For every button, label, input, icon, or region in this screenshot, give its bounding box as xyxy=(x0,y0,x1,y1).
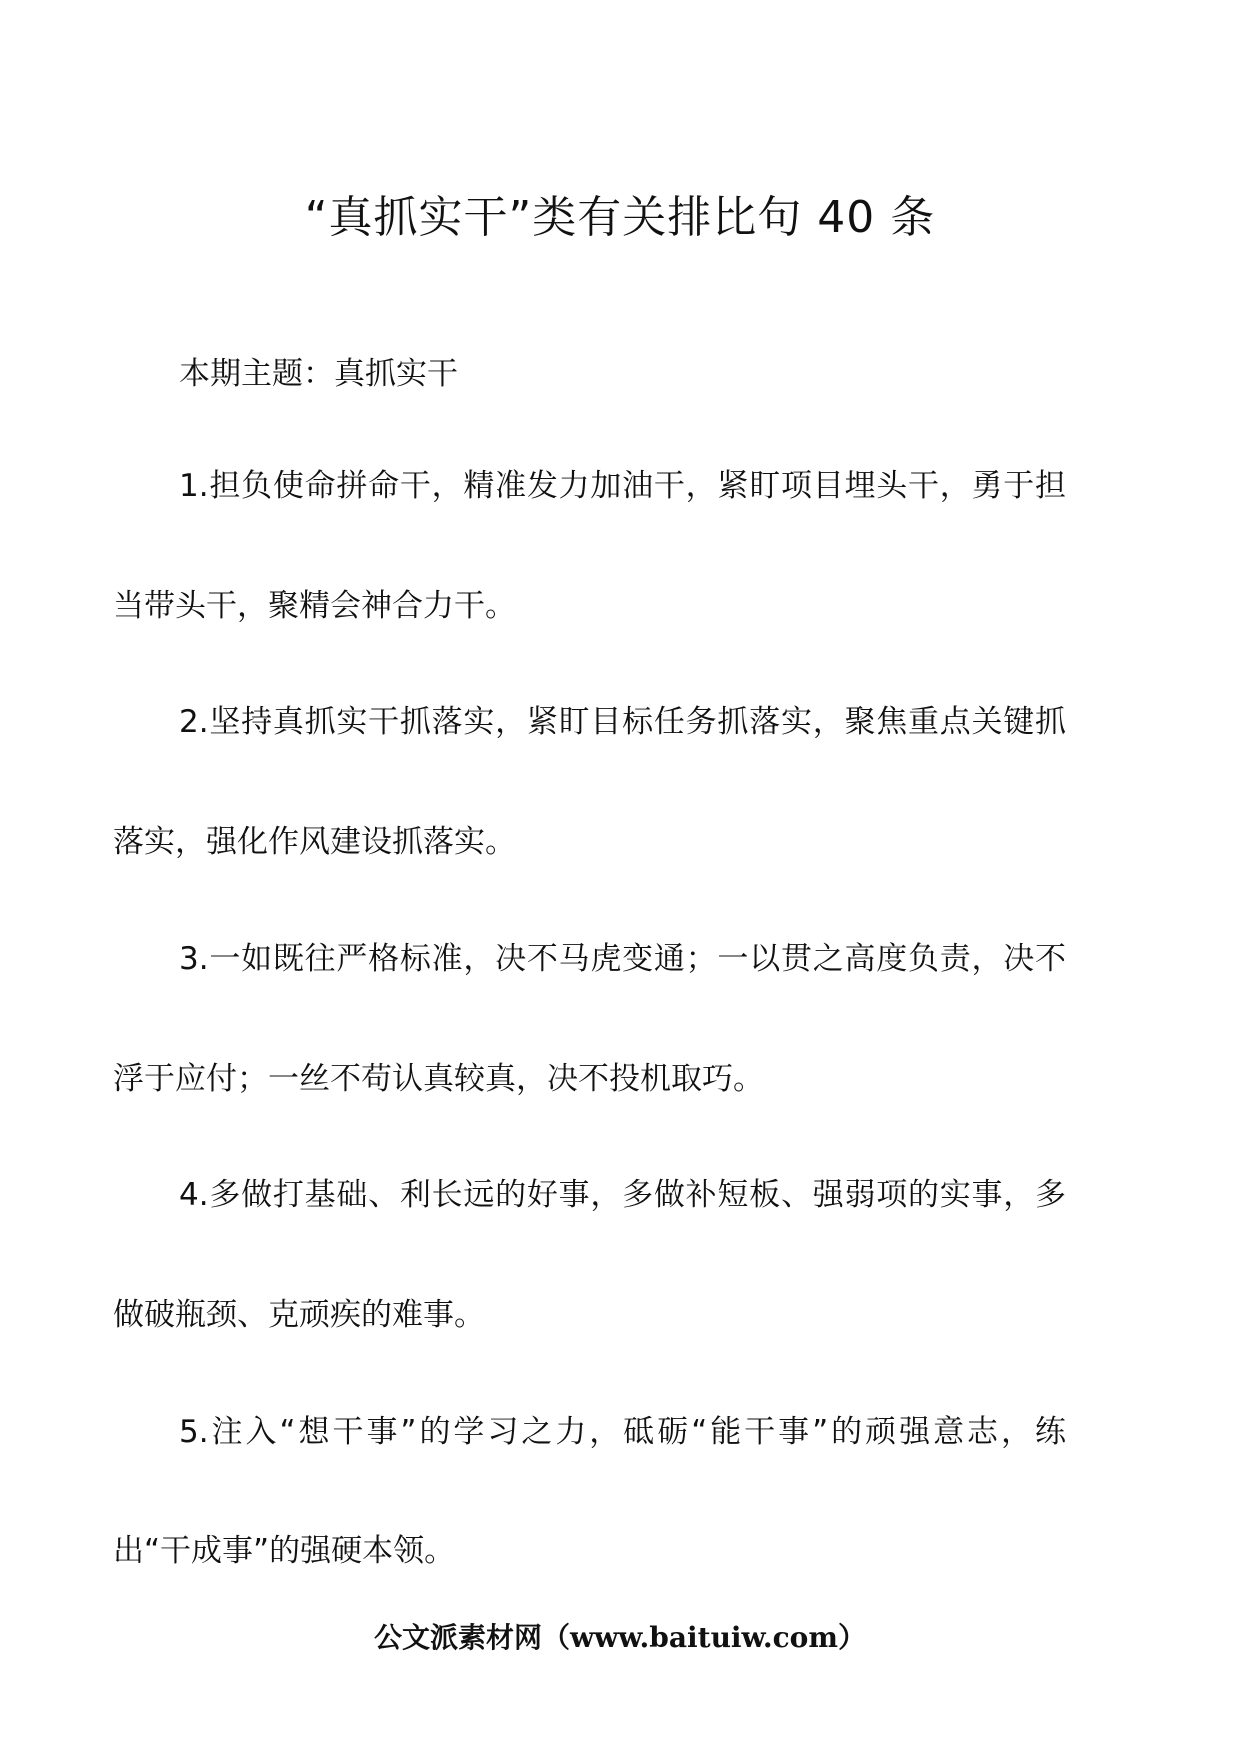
paragraph-3-line-1: 3.一如既往严格标准，决不马虎变通；一以贯之高度负责，决不 xyxy=(179,941,1066,977)
paragraph-4-line-1: 4.多做打基础、利长远的好事，多做补短板、强弱项的实事，多 xyxy=(179,1177,1066,1213)
paragraph-1-line-1: 1.担负使命拼命干，精准发力加油干，紧盯项目埋头干，勇于担 xyxy=(179,468,1066,504)
paragraph-2-line-1: 2.坚持真抓实干抓落实，紧盯目标任务抓落实，聚焦重点关键抓 xyxy=(179,704,1066,740)
footer-watermark: 公文派素材网（www.baituiw.com） xyxy=(374,1621,866,1654)
paragraph-3-line-2: 浮于应付；一丝不苟认真较真，决不投机取巧。 xyxy=(113,1061,764,1097)
paragraph-5-line-1: 5.注入“想干事”的学习之力，砥砺“能干事”的顽强意志，练 xyxy=(179,1414,1066,1450)
paragraph-1-line-2: 当带头干，聚精会神合力干。 xyxy=(113,588,516,624)
theme-line: 本期主题：真抓实干 xyxy=(179,356,458,392)
paragraph-4-line-2: 做破瓶颈、克顽疾的难事。 xyxy=(113,1297,485,1333)
paragraph-2-line-2: 落实，强化作风建设抓落实。 xyxy=(113,824,516,860)
document-title: “真抓实干”类有关排比句 40 条 xyxy=(304,192,936,243)
paragraph-5-line-2: 出“干成事”的强硬本领。 xyxy=(113,1533,456,1569)
